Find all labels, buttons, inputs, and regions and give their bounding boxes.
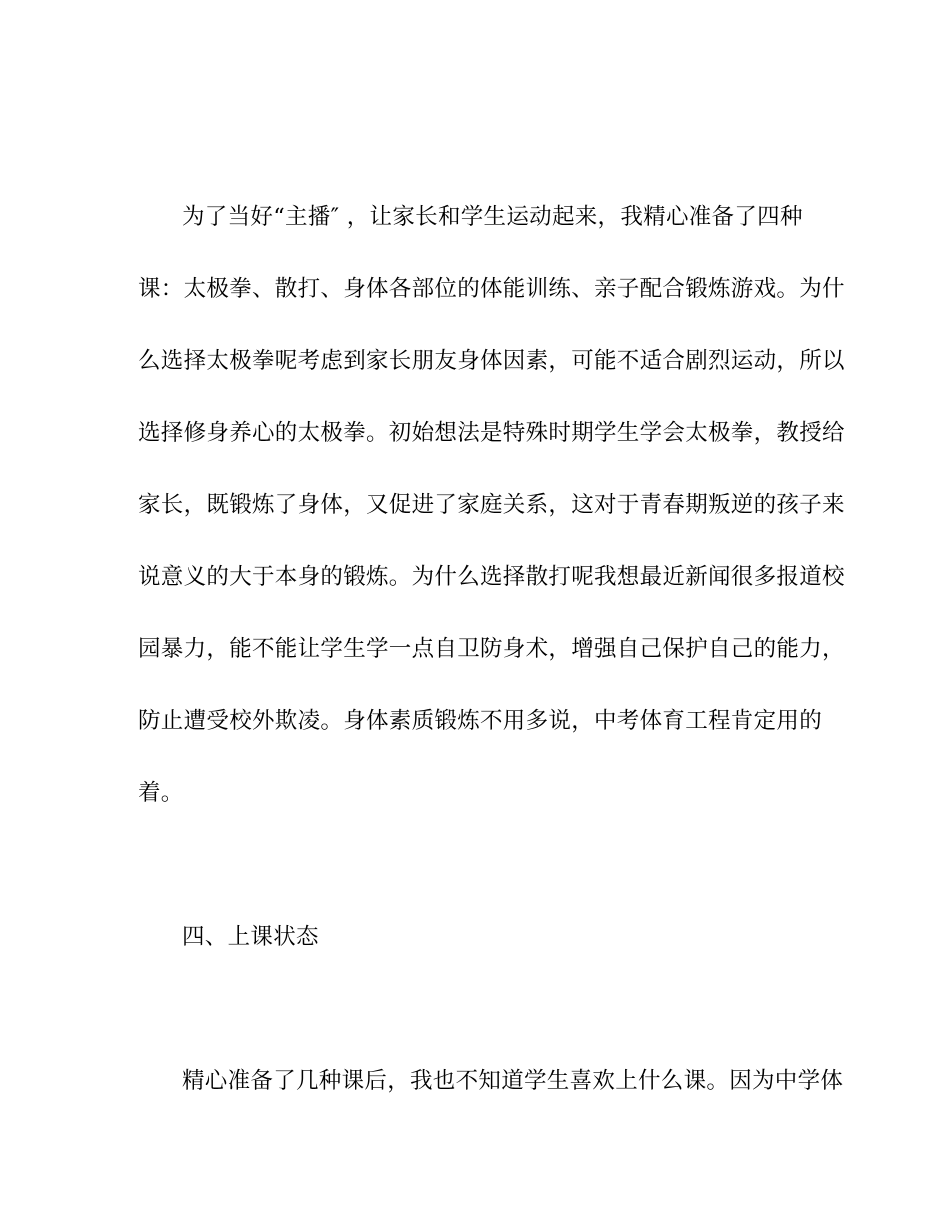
paragraph-1-line-5: 家长，既锻炼了身体，又促进了家庭关系，这对于青春期叛逆的孩子来	[138, 492, 845, 518]
paragraph-1-line-1: 为了当好“主播″ ，让家长和学生运动起来，我精心准备了四种	[182, 204, 803, 230]
section-heading: 四、上课状态	[182, 924, 319, 950]
paragraph-1-line-3: 么选择太极拳呢考虑到家长朋友身体因素，可能不适合剧烈运动，所以	[138, 348, 845, 374]
paragraph-1-line-6: 说意义的大于本身的锻炼。为什么选择散打呢我想最近新闻很多报道校	[138, 564, 845, 590]
paragraph-1-line-2: 课：太极拳、散打、身体各部位的体能训练、亲子配合锻炼游戏。为什	[138, 276, 845, 302]
paragraph-1-line-7: 园暴力，能不能让学生学一点自卫防身术，增强自己保护自己的能力，	[138, 636, 845, 662]
paragraph-1-line-9: 着。	[138, 780, 184, 806]
paragraph-1-line-4: 选择修身养心的太极拳。初始想法是特殊时期学生学会太极拳，教授给	[138, 420, 845, 446]
paragraph-2-line-1: 精心准备了几种课后，我也不知道学生喜欢上什么课。因为中学体	[182, 1068, 844, 1094]
paragraph-1-line-8: 防止遭受校外欺凌。身体素质锻炼不用多说，中考体育工程肯定用的	[138, 708, 823, 734]
